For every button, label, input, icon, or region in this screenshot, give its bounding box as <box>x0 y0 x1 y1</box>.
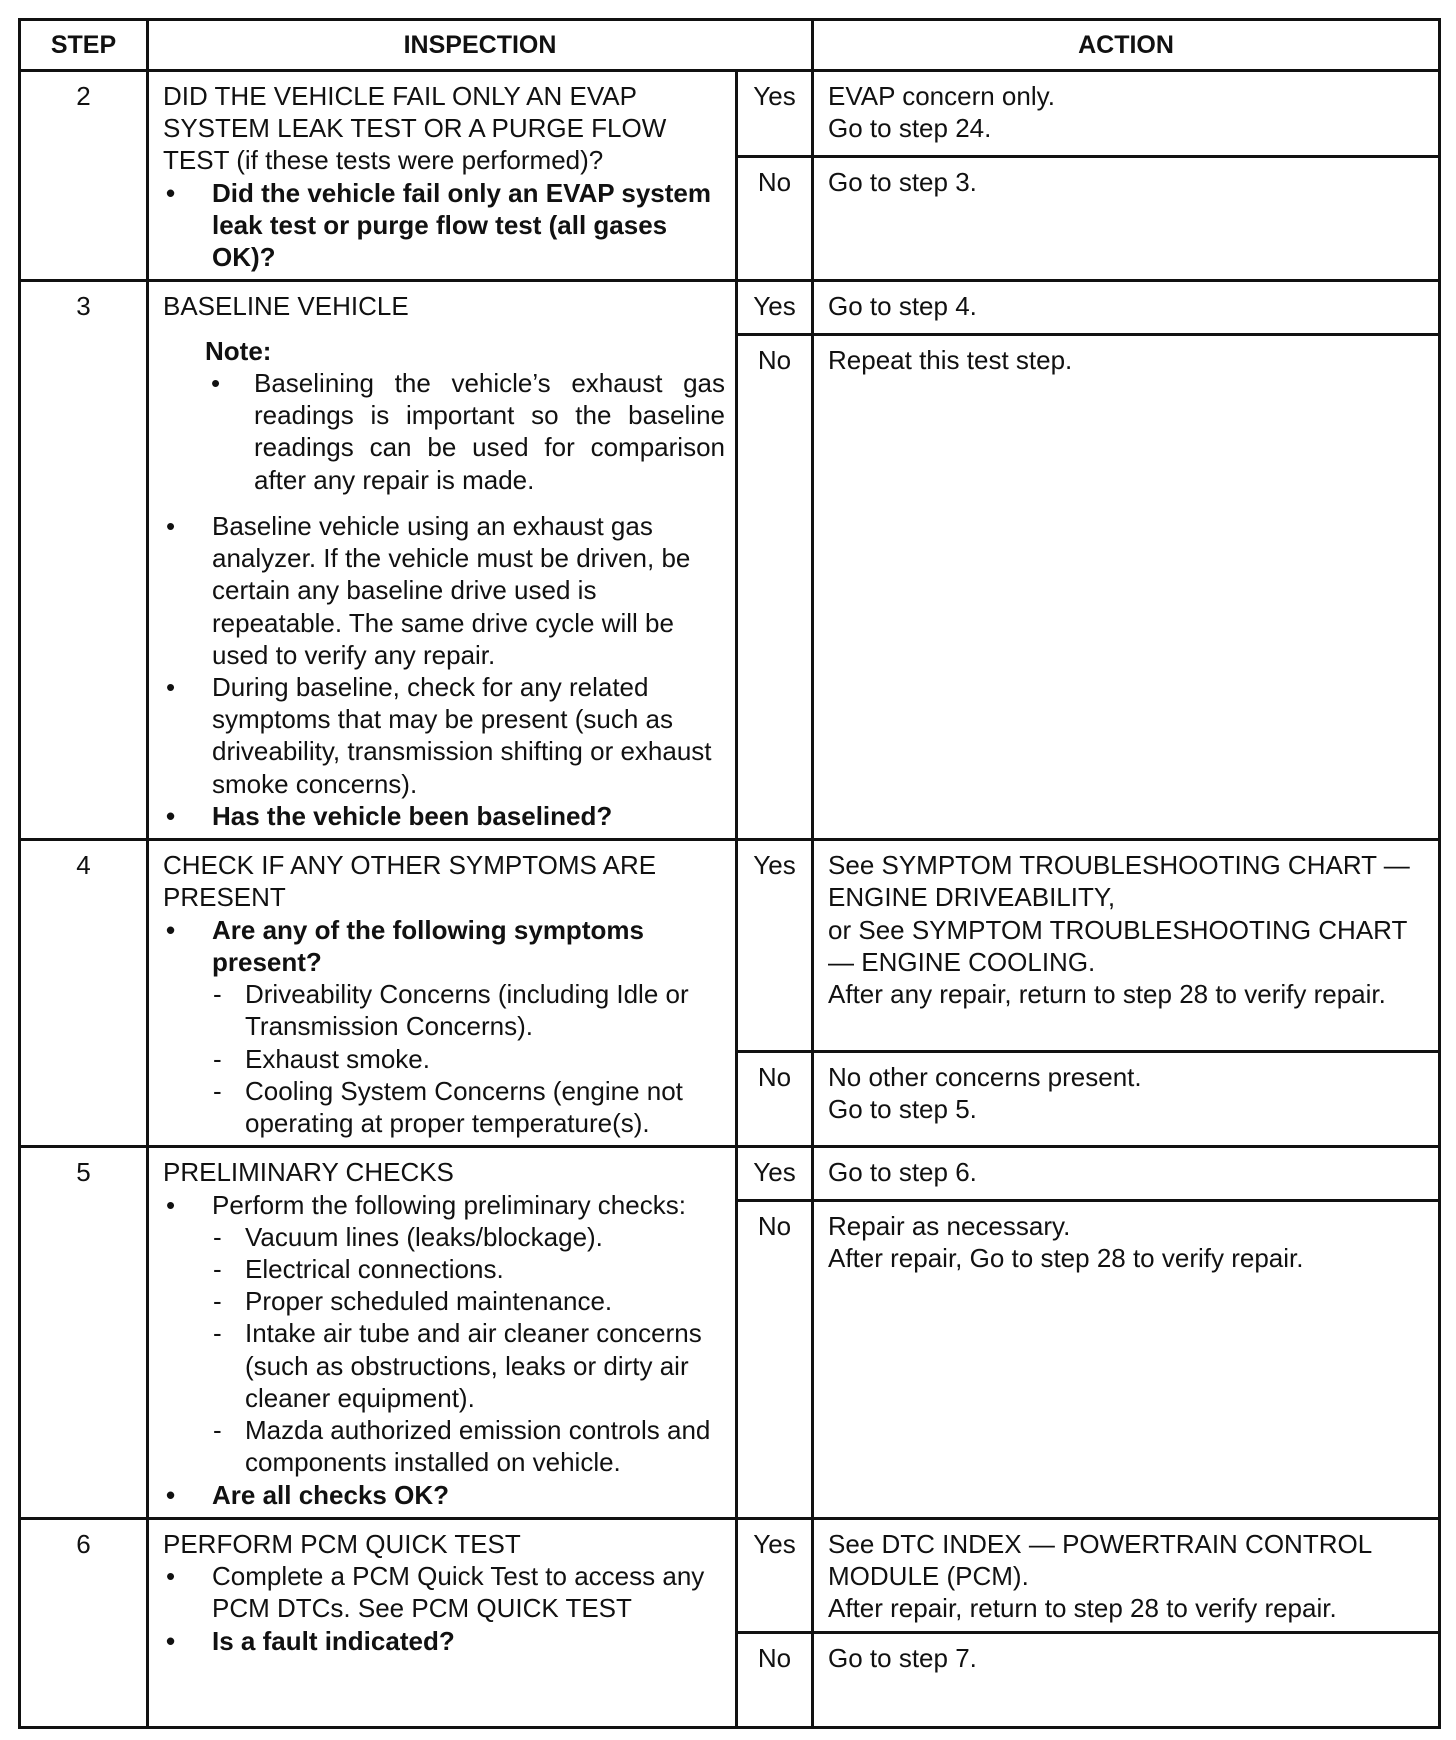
inspection-title: PERFORM PCM QUICK TEST <box>163 1528 521 1559</box>
header-step: STEP <box>20 20 148 71</box>
inspection-question: • Are any of the following symptoms present? <box>163 914 725 978</box>
action-line: Go to step 24. <box>828 113 992 144</box>
inspection-bullet: • Baseline vehicle using an exhaust gas analyzer. If the vehicle must be driven, be certain any baseline drive used is repeatable. The same drive cycle will be used to verify any repair. <box>163 510 725 671</box>
step-number: 5 <box>20 1147 148 1519</box>
action-line: After repair, return to step 28 to verify repair. <box>828 1593 1337 1624</box>
inspection-title: PRELIMINARY CHECKS <box>163 1157 454 1188</box>
step-number: 6 <box>20 1518 148 1727</box>
inspection-subitem: - Mazda authorized emission controls and components installed on vehicle. <box>163 1414 725 1478</box>
header-action: ACTION <box>813 20 1440 71</box>
step-number: 4 <box>20 840 148 1147</box>
note-text: • Baselining the vehicle’s exhaust gas readings is important so the baseline readings can be used for comparison after any repair is made. <box>205 367 725 496</box>
no-label: No <box>737 1201 813 1519</box>
inspection-subitem: - Intake air tube and air cleaner concerns (such as obstructions, leaks or dirty air cleaner equipment). <box>163 1317 725 1414</box>
action-line: Repeat this test step. <box>828 345 1073 376</box>
inspection-subitem: - Driveability Concerns (including Idle or Transmission Concerns). <box>163 978 725 1042</box>
action-line: Repair as necessary. <box>828 1211 1071 1242</box>
header-inspection: INSPECTION <box>148 20 813 71</box>
yes-action <box>813 1147 1440 1201</box>
action-line: See DTC INDEX — POWERTRAIN CONTROL MODULE (PCM). <box>828 1528 1372 1592</box>
no-action <box>813 1632 1440 1727</box>
step-6-yes-row <box>20 1518 1440 1632</box>
yes-label: Yes <box>737 1147 813 1201</box>
step-number: 2 <box>20 71 148 281</box>
action-line: Go to step 7. <box>828 1642 977 1673</box>
inspection-table <box>18 18 1441 1729</box>
no-action <box>813 157 1440 281</box>
inspection-subitem: - Proper scheduled maintenance. <box>163 1285 725 1317</box>
no-action <box>813 1051 1440 1147</box>
inspection-title: DID THE VEHICLE FAIL ONLY AN EVAP SYSTEM LEAK TEST OR A PURGE FLOW TEST (if these tests were performed)? <box>163 81 667 176</box>
inspection-cell <box>148 840 737 1147</box>
yes-action <box>813 281 1440 335</box>
no-label: No <box>737 157 813 281</box>
inspection-bullet: • Perform the following preliminary checks: <box>163 1189 725 1221</box>
yes-label: Yes <box>737 1518 813 1632</box>
note-title: Note: <box>205 335 272 366</box>
action-line: EVAP concern only. <box>828 81 1055 111</box>
no-action <box>813 1201 1440 1519</box>
inspection-subitem: - Exhaust smoke. <box>163 1043 725 1075</box>
action-line: Go to step 4. <box>828 291 977 322</box>
step-4-yes-row <box>20 840 1440 1051</box>
action-line: After any repair, return to step 28 to verify repair. <box>828 979 1386 1010</box>
inspection-title: BASELINE VEHICLE <box>163 291 409 322</box>
inspection-question: • Are all checks OK? <box>163 1479 725 1511</box>
action-line: Go to step 6. <box>828 1157 977 1188</box>
yes-label: Yes <box>737 71 813 157</box>
inspection-cell <box>148 281 737 840</box>
no-label: No <box>737 1051 813 1147</box>
step-5-yes-row <box>20 1147 1440 1201</box>
step-number: 3 <box>20 281 148 840</box>
action-line: No other concerns present. <box>828 1061 1142 1092</box>
header-row <box>20 20 1440 71</box>
inspection-subitem: - Vacuum lines (leaks/blockage). <box>163 1221 725 1253</box>
yes-action <box>813 71 1440 157</box>
inspection-bullet: • Complete a PCM Quick Test to access any PCM DTCs. See PCM QUICK TEST <box>163 1560 725 1624</box>
inspection-subitem: - Cooling System Concerns (engine not operating at proper temperature(s). <box>163 1075 725 1139</box>
inspection-cell <box>148 1147 737 1519</box>
note-block <box>205 335 725 496</box>
action-line: or See SYMPTOM TROUBLESHOOTING CHART — ENGINE COOLING. <box>828 914 1407 977</box>
no-action <box>813 335 1440 840</box>
action-line: Go to step 5. <box>828 1093 977 1124</box>
no-label: No <box>737 1632 813 1727</box>
inspection-bullet: • During baseline, check for any related symptoms that may be present (such as driveability, transmission shifting or exhaust smoke concerns). <box>163 671 725 800</box>
no-label: No <box>737 335 813 840</box>
inspection-subitem: - Electrical connections. <box>163 1253 725 1285</box>
inspection-cell <box>148 1518 737 1727</box>
step-2-yes-row <box>20 71 1440 157</box>
inspection-question: • Did the vehicle fail only an EVAP system leak test or purge flow test (all gases OK)? <box>163 177 725 274</box>
inspection-cell <box>148 71 737 281</box>
yes-action <box>813 840 1440 1051</box>
yes-label: Yes <box>737 840 813 1051</box>
action-line: After repair, Go to step 28 to verify repair. <box>828 1243 1304 1274</box>
inspection-question: • Has the vehicle been baselined? <box>163 800 725 832</box>
inspection-question: • Is a fault indicated? <box>163 1625 725 1657</box>
yes-label: Yes <box>737 281 813 335</box>
yes-action <box>813 1518 1440 1632</box>
step-3-yes-row <box>20 281 1440 335</box>
action-line: Go to step 3. <box>828 167 977 198</box>
action-line: See SYMPTOM TROUBLESHOOTING CHART — ENGINE DRIVEABILITY, <box>828 850 1410 913</box>
inspection-title: CHECK IF ANY OTHER SYMPTOMS ARE PRESENT <box>163 850 657 913</box>
